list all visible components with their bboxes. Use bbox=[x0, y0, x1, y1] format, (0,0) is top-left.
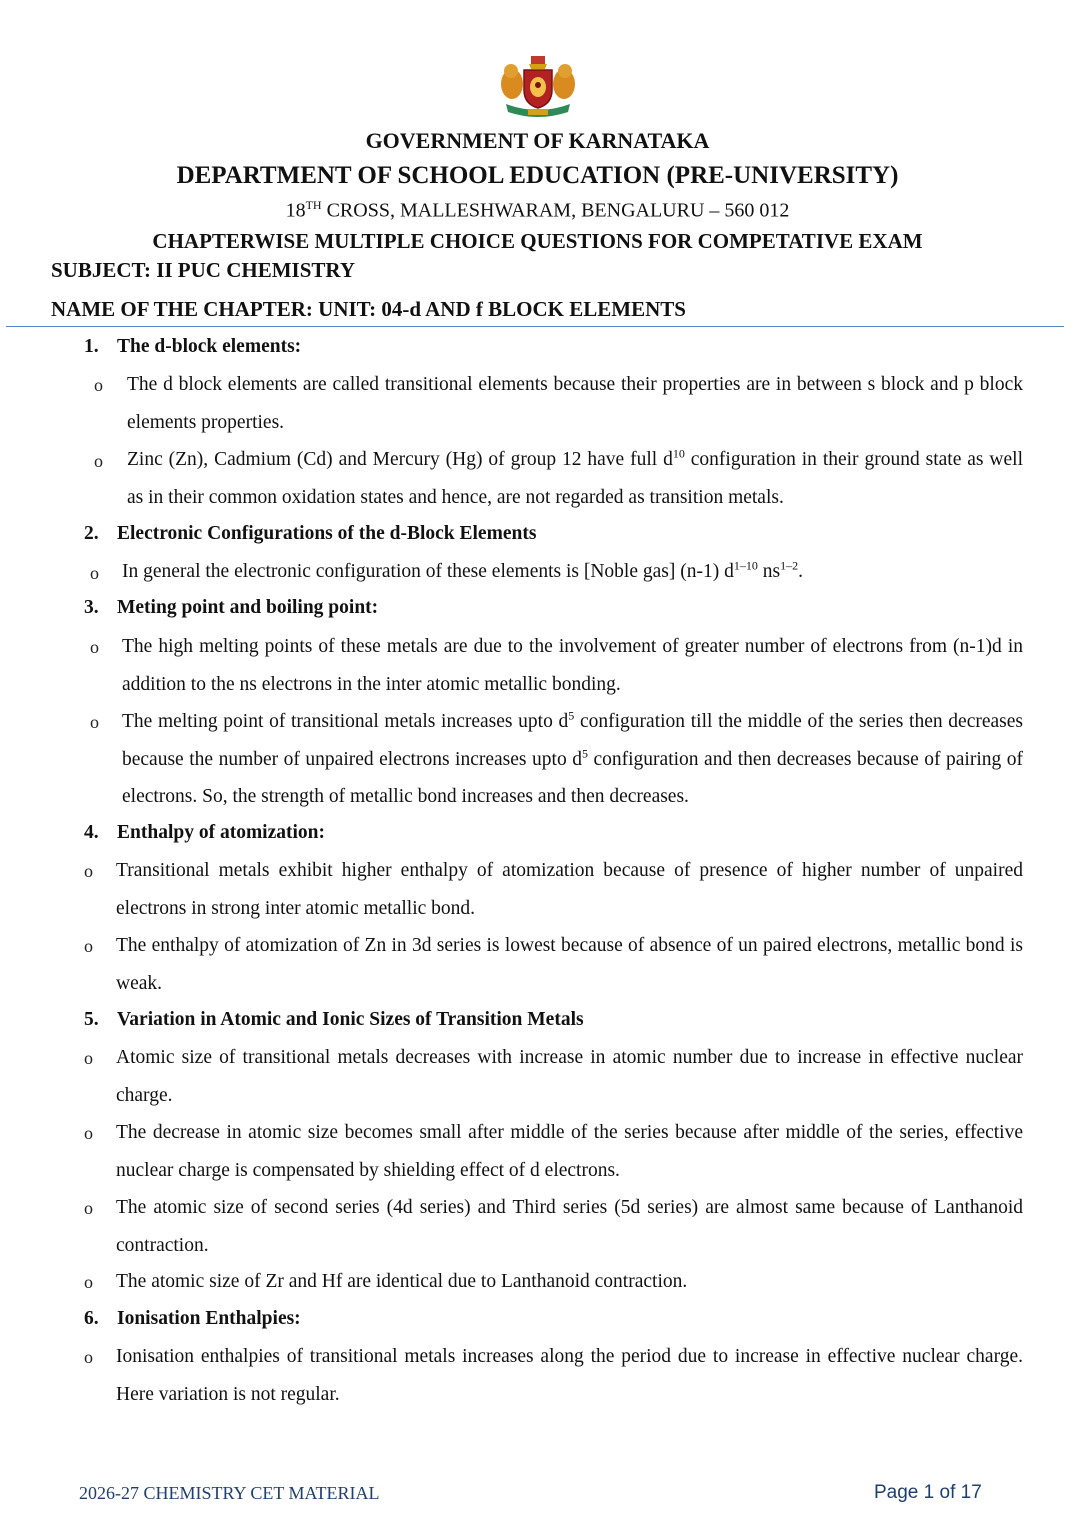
section-heading: 2. Electronic Configurations of the d-Block Elements bbox=[84, 523, 537, 544]
section-heading: 1. The d-block elements: bbox=[84, 336, 302, 357]
bullet-item: The atomic size of second series (4d series) and Third series (5d series) are almost same because of Lanthanoid contraction. bbox=[116, 1197, 1023, 1256]
bullet-marker: o bbox=[84, 936, 93, 956]
bullet-marker: o bbox=[84, 1272, 93, 1292]
bullet-item: Atomic size of transitional metals decreases with increase in atomic number due to increase in effective nuclear charge. bbox=[116, 1047, 1023, 1106]
bullet-marker: o bbox=[84, 861, 93, 881]
government-title: GOVERNMENT OF KARNATAKA bbox=[365, 128, 710, 153]
footer-material-label: 2026-27 CHEMISTRY CET MATERIAL bbox=[79, 1483, 380, 1503]
bullet-marker: o bbox=[94, 451, 103, 471]
subject-heading: SUBJECT: II PUC CHEMISTRY bbox=[51, 258, 355, 282]
bullet-item: The atomic size of Zr and Hf are identical due to Lanthanoid contraction. bbox=[116, 1271, 688, 1292]
department-title: DEPARTMENT OF SCHOOL EDUCATION (PRE-UNIVERSITY) bbox=[176, 162, 899, 189]
bullet-marker: o bbox=[90, 637, 99, 657]
bullet-marker: o bbox=[90, 563, 99, 583]
page-number: Page 1 of 17 bbox=[874, 1482, 982, 1503]
bullet-item: The d block elements are called transitional elements because their properties are in between s block and p block elements properties. bbox=[127, 374, 1023, 433]
bullet-marker: o bbox=[84, 1198, 93, 1218]
bullet-marker: o bbox=[84, 1347, 93, 1367]
address-line: 18TH CROSS, MALLESHWARAM, BENGALURU – 560 012 bbox=[285, 198, 790, 222]
bullet-item: The high melting points of these metals are due to the involvement of greater number of electrons from (n-1)d in addition to the ns electrons in the inter atomic metallic bonding. bbox=[122, 636, 1023, 695]
bullet-marker: o bbox=[94, 375, 103, 395]
bullet-item: The decrease in atomic size becomes small after middle of the series because after middle of the series, effective nuclear charge is compensated by shielding effect of d electrons. bbox=[116, 1122, 1023, 1181]
bullet-marker: o bbox=[84, 1123, 93, 1143]
section-heading: 4. Enthalpy of atomization: bbox=[84, 822, 326, 843]
karnataka-emblem-icon bbox=[498, 54, 578, 120]
bullet-item: Transitional metals exhibit higher enthalpy of atomization because of presence of higher number of unpaired electrons in strong inter atomic metallic bond. bbox=[116, 860, 1023, 919]
bullet-marker: o bbox=[90, 712, 99, 732]
header-divider bbox=[6, 326, 1064, 327]
section-heading: 6. Ionisation Enthalpies: bbox=[84, 1308, 301, 1329]
bullet-item: In general the electronic configuration of these elements is [Noble gas] (n-1) $d^{1-10}$ $ns^{1-2}$. bbox=[122, 558, 803, 582]
section-heading: 3. Meting point and boiling point: bbox=[84, 597, 379, 618]
bullet-item: Ionisation enthalpies of transitional metals increases along the period due to increase in effective nuclear charge. Here variation is not regular. bbox=[116, 1346, 1023, 1405]
section-heading: 5. Variation in Atomic and Ionic Sizes of Transition Metals bbox=[84, 1009, 584, 1030]
bullet-item: The enthalpy of atomization of Zn in 3d series is lowest because of absence of un paired electrons, metallic bond is weak. bbox=[116, 935, 1023, 994]
bullet-item: The melting point of transitional metals increases upto $d^5$ configuration till the middle of the series then decreases because the number of unpaired electrons increases upto $d^5$ configuration and then decreases because of pairing of electrons. So, the strength of metallic bond increases and then decreases. bbox=[122, 708, 1024, 807]
bullet-item: Zinc (Zn), Cadmium (Cd) and Mercury (Hg) of group 12 have full $d^{10}$ configuration in their ground state as well as in their common oxidation states and hence, are not regarded as transition metals. bbox=[127, 446, 1023, 508]
document-subtitle: CHAPTERWISE MULTIPLE CHOICE QUESTIONS FOR COMPETATIVE EXAM bbox=[152, 229, 923, 253]
bullet-marker: o bbox=[84, 1048, 93, 1068]
chapter-heading: NAME OF THE CHAPTER: UNIT: 04-d AND f BLOCK ELEMENTS bbox=[51, 297, 686, 321]
